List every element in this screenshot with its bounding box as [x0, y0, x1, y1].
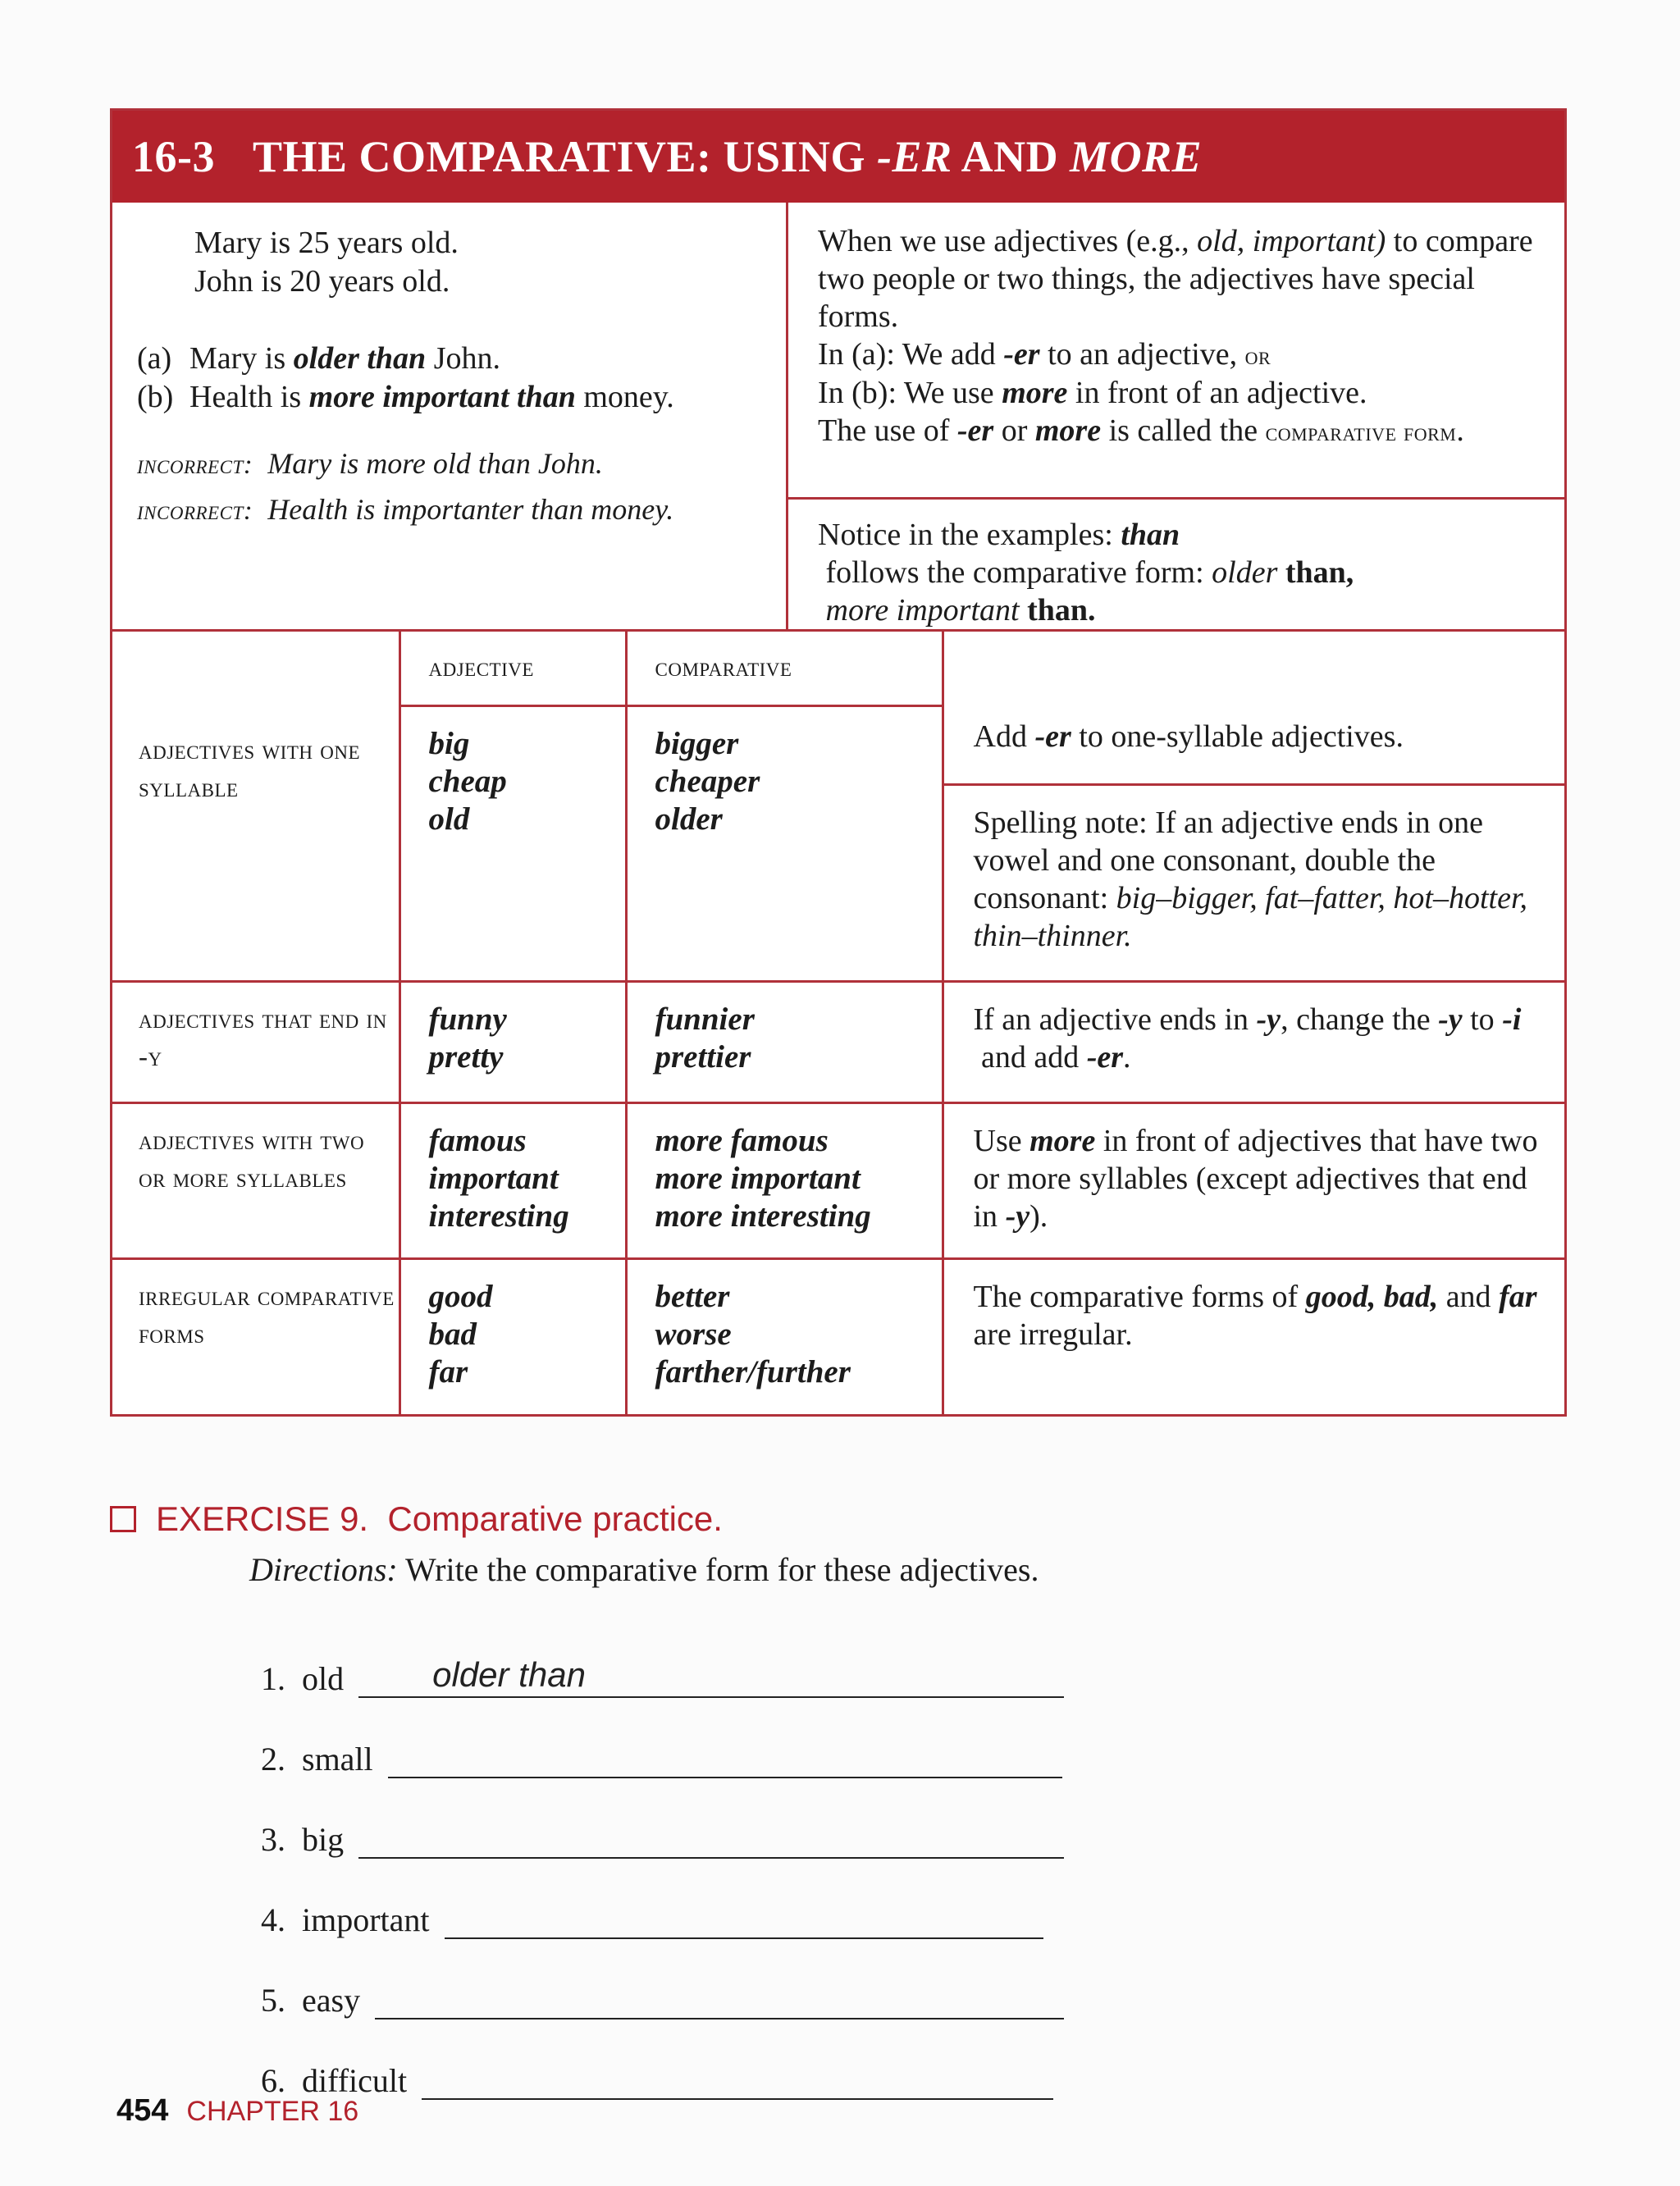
- page-number: 454: [116, 2093, 169, 2128]
- note-cell-one-syllable: [943, 632, 1564, 981]
- note-ends-in-y: If an adjective ends in -y, change the -y to -i and add -er.: [943, 981, 1564, 1102]
- example-a: (a) Mary is older than John.: [137, 341, 500, 376]
- answer-field[interactable]: [422, 2060, 1053, 2100]
- table-row: [112, 1102, 1564, 1258]
- title-prefix: THE COMPARATIVE: USING: [252, 132, 878, 181]
- answer-field[interactable]: [375, 1980, 1064, 2019]
- title-er: -ER: [877, 132, 952, 181]
- examples-cell: [112, 203, 788, 629]
- section-number: 16-3: [132, 132, 215, 181]
- category-cell: adjectives with one syllable: [112, 632, 399, 981]
- exercise-items: [261, 1622, 1064, 2105]
- exercise-checkbox[interactable]: [110, 1506, 136, 1532]
- chapter-label: CHAPTER 16: [186, 2096, 359, 2127]
- incorrect-examples: [137, 441, 786, 533]
- comparatives-cell: more famous more important more interesting: [626, 1102, 943, 1258]
- exercise-title: EXERCISE 9. Comparative practice.: [156, 1499, 723, 1538]
- answer-field[interactable]: [358, 1655, 1064, 1698]
- intro-section: [112, 203, 1564, 632]
- comparatives-cell: bigger cheaper older: [626, 705, 943, 981]
- category-cell: adjectives that end in -y: [112, 981, 399, 1102]
- title-and: AND: [952, 132, 1071, 181]
- exercise-item: [261, 1783, 1064, 1864]
- category-cell: adjectives with two or more syllables: [112, 1102, 399, 1258]
- item-label: 6. difficult: [261, 2062, 408, 2099]
- exercise-item: [261, 2024, 1064, 2105]
- category-cell: irregular comparative forms: [112, 1258, 399, 1414]
- given-line-2: John is 20 years old.: [194, 264, 450, 299]
- exercise-item: [261, 1864, 1064, 1944]
- adjectives-cell: good bad far: [399, 1258, 626, 1414]
- comparative-table: [112, 632, 1564, 1414]
- exercise-item: [261, 1622, 1064, 1703]
- note-add-er: Add -er to one-syllable adjectives.: [944, 632, 1565, 786]
- chart-title: [112, 111, 1564, 203]
- grammar-chart: [110, 108, 1567, 1417]
- note-two-syllables: Use more in front of adjectives that have two or more syllables (except adjectives that end in -y).: [943, 1102, 1564, 1258]
- item-label: 4. important: [261, 1901, 430, 1938]
- explanation-text: When we use adjectives (e.g., old, important) to compare two people or two things, the adjectives have special forms. In (a): We add -er to an adjective, or In (b): We use more in front of an adjective. The use of -er or more is called the comparative form.: [788, 203, 1564, 500]
- exercise-item: [261, 1944, 1064, 2024]
- item-label: 3. big: [261, 1821, 345, 1858]
- note-spelling: Spelling note: If an adjective ends in one vowel and one consonant, double the consonant: big–bigger, fat–fatter, hot–hotter, thin–thinner.: [973, 805, 1528, 953]
- page-footer: [116, 2093, 358, 2129]
- exercise-item: [261, 1703, 1064, 1783]
- comparatives-cell: funnier prettier: [626, 981, 943, 1102]
- title-more: MORE: [1070, 132, 1203, 181]
- table-row: [112, 1258, 1564, 1414]
- item-label: 5. easy: [261, 1982, 361, 2019]
- answer-field[interactable]: [445, 1900, 1043, 1939]
- adjectives-cell: big cheap old: [399, 705, 626, 981]
- answer-field[interactable]: [388, 1739, 1062, 1778]
- header-adjective: adjective: [399, 632, 626, 705]
- comparatives-cell: better worse farther/further: [626, 1258, 943, 1414]
- table-row: [112, 632, 1564, 705]
- item-label: 1. old: [261, 1660, 345, 1697]
- incorrect-2: incorrect: Health is importanter than money.: [137, 493, 674, 526]
- adjectives-cell: famous important interesting: [399, 1102, 626, 1258]
- adjectives-cell: funny pretty: [399, 981, 626, 1102]
- given-facts: [137, 224, 786, 301]
- explanation-cell: [788, 203, 1564, 629]
- answer-text: older than: [432, 1655, 586, 1694]
- example-b: (b) Health is more important than money.: [137, 380, 674, 414]
- incorrect-1: incorrect: Mary is more old than John.: [137, 447, 603, 480]
- answer-field[interactable]: [358, 1819, 1064, 1859]
- item-label: 2. small: [261, 1741, 373, 1778]
- header-comparative: comparative: [626, 632, 943, 705]
- notice-text: Notice in the examples: than follows the comparative form: older than, more important than.: [818, 518, 1354, 628]
- note-irregular: The comparative forms of good, bad, and far are irregular.: [943, 1258, 1564, 1414]
- table-row: [112, 981, 1564, 1102]
- given-line-1: Mary is 25 years old.: [194, 226, 459, 260]
- exercise-directions: Directions: Write the comparative form for these adjectives.: [249, 1551, 1039, 1588]
- exercise-heading: [110, 1499, 723, 1539]
